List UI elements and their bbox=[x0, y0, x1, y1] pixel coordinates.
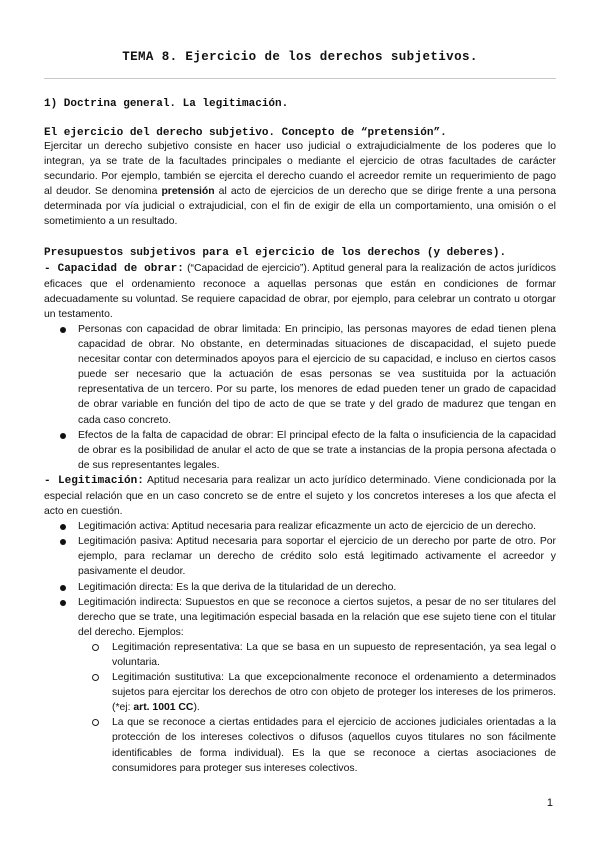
sub-list-item: Legitimación sustitutiva: La que excepcionalmente reconoce el ordenamiento a determinados sujetos para ejercitar los derechos de otro con objeto de proteger los intereses de los primeros. (*ej: art. 1001 CC). bbox=[112, 670, 556, 715]
sub-list-item: Legitimación representativa: La que se basa en un supuesto de representación, ya sea legal o voluntaria. bbox=[112, 640, 556, 670]
term-legitimacion: - Legitimación: bbox=[44, 474, 144, 487]
hollow-bullet-icon bbox=[92, 644, 99, 651]
subsection-heading-presupuestos: Presupuestos subjetivos para el ejercicio de los derechos (y deberes). bbox=[44, 246, 507, 259]
list-item: Efectos de la falta de capacidad de obrar: El principal efecto de la falta o insuficiencia de la capacidad de obrar es la posibilidad de anular el acto de que se trate a instancias de la propia persona afectada o de sus representantes legales. bbox=[78, 428, 556, 473]
capacidad-list bbox=[44, 322, 556, 473]
sub-list-item: La que se reconoce a ciertas entidades para el ejercicio de acciones judiciales orientadas a la protección de los intereses colectivos o difusos (aquellos cuyos titulares no son fácilmente identificables de forma individual). Es la que se reconoce a ciertas asociaciones de consumidores para proteger sus intereses colectivos. bbox=[112, 715, 556, 775]
page-number: 1 bbox=[546, 797, 553, 809]
list-item: Legitimación indirecta: Supuestos en que se reconoce a ciertos sujetos, a pesar de no ser titulares del derecho que se trate, una legitimación especial basada en la relación que ese sujeto tiene con el titular del derecho. Ejemplos: Legitimación representativa: La que se basa en un supuesto de representación, ya sea legal o voluntaria. Legitimación sustitutiva: La que excepcionalmente reconoce el ordenamiento a determinados sujetos para ejercitar los derechos de otro con objeto de proteger los intereses de los primeros. (*ej: art. 1001 CC). La que se reconoce a ciertas entidades para el ejercicio de acciones judiciales orientadas a la protección de los intereses colectivos o difusos (aquellos cuyos titulares no son fácilmente identificables de forma individual). Es la que se reconoce a ciertas asociaciones de consumidores para proteger sus intereses colectivos. bbox=[78, 595, 556, 776]
list-item: Legitimación pasiva: Aptitud necesaria para soportar el ejercicio de un derecho por parte de otro. Por ejemplo, para reclamar un derecho de crédito solo está legitimado activamente el acreedor y pasivamente el deudor. bbox=[78, 534, 556, 579]
section-heading: 1) Doctrina general. La legitimación. bbox=[44, 98, 289, 110]
paragraph-capacidad: - Capacidad de obrar: (“Capacidad de ejercicio”). Aptitud general para la realización de actos jurídicos eficaces que el ordenamiento reconoce a aquellas personas que están en condiciones de formar adecuadamente su voluntad. Se requiere capacidad de obrar, por ejemplo, para celebrar un contrato u otorgar un testamento. bbox=[44, 262, 556, 320]
hollow-bullet-icon bbox=[92, 719, 99, 726]
term-pretension: pretensión bbox=[161, 186, 215, 198]
indirecta-examples-list bbox=[78, 640, 556, 776]
title-divider bbox=[44, 78, 556, 79]
paragraph-ejercicio: Ejercitar un derecho subjetivo consiste en hacer uso judicial o extrajudicialmente de los poderes que lo integran, ya se trate de la facultades principales o mediante el ejercicio de otras facultades de carácter secundario. Por ejemplo, también se ejercita el derecho cuando el acreedor remite un requerimiento de pago al deudor. Se denomina pretensión al acto de ejercicios de un derecho que se dirige frente a una persona determinada por vía judicial o extrajudicial, con el fin de exigir de ella un comportamiento, una omisión o el sometimiento a un resultado. bbox=[44, 141, 556, 228]
term-capacidad: - Capacidad de obrar: bbox=[44, 262, 184, 275]
hollow-bullet-icon bbox=[92, 674, 99, 681]
bullet-icon bbox=[60, 524, 66, 530]
list-item: Personas con capacidad de obrar limitada: En principio, las personas mayores de edad tienen plena capacidad de obrar. No obstante, en determinadas situaciones de discapacidad, el sujeto puede necesitar contar con determinados apoyos para el ejercicio de su capacidad, e incluso en ciertos casos puede ser necesario que la actuación de esas personas se vea sustituida por la actuación representativa de un tercero. Por su parte, los menores de edad pueden tener un grado de capacidad de obrar variable en función del tipo de acto de que se trate y del grado de madurez que tengan en cada caso concreto. bbox=[78, 322, 556, 428]
legitimacion-list bbox=[44, 519, 556, 776]
bullet-icon bbox=[60, 433, 66, 439]
subsection-heading-ejercicio: El ejercicio del derecho subjetivo. Concepto de “pretensión”. bbox=[44, 127, 447, 139]
bullet-icon bbox=[60, 327, 66, 333]
bullet-icon bbox=[60, 600, 66, 606]
article-reference: art. 1001 CC bbox=[133, 702, 194, 714]
list-item: Legitimación activa: Aptitud necesaria para realizar eficazmente un acto de ejercicio de un derecho. bbox=[78, 519, 556, 534]
document-page bbox=[44, 0, 556, 776]
paragraph-legitimacion: - Legitimación: Aptitud necesaria para realizar un acto jurídico determinado. Viene condicionada por la especial relación que en un caso concreto se de entre el sujeto y los concretos intereses a los que afecta el acto en cuestión. bbox=[44, 474, 556, 518]
list-item: Legitimación directa: Es la que deriva de la titularidad de un derecho. bbox=[78, 580, 556, 595]
bullet-icon bbox=[60, 585, 66, 591]
page-title: TEMA 8. Ejercicio de los derechos subjetivos. bbox=[122, 50, 478, 64]
bullet-icon bbox=[60, 539, 66, 545]
